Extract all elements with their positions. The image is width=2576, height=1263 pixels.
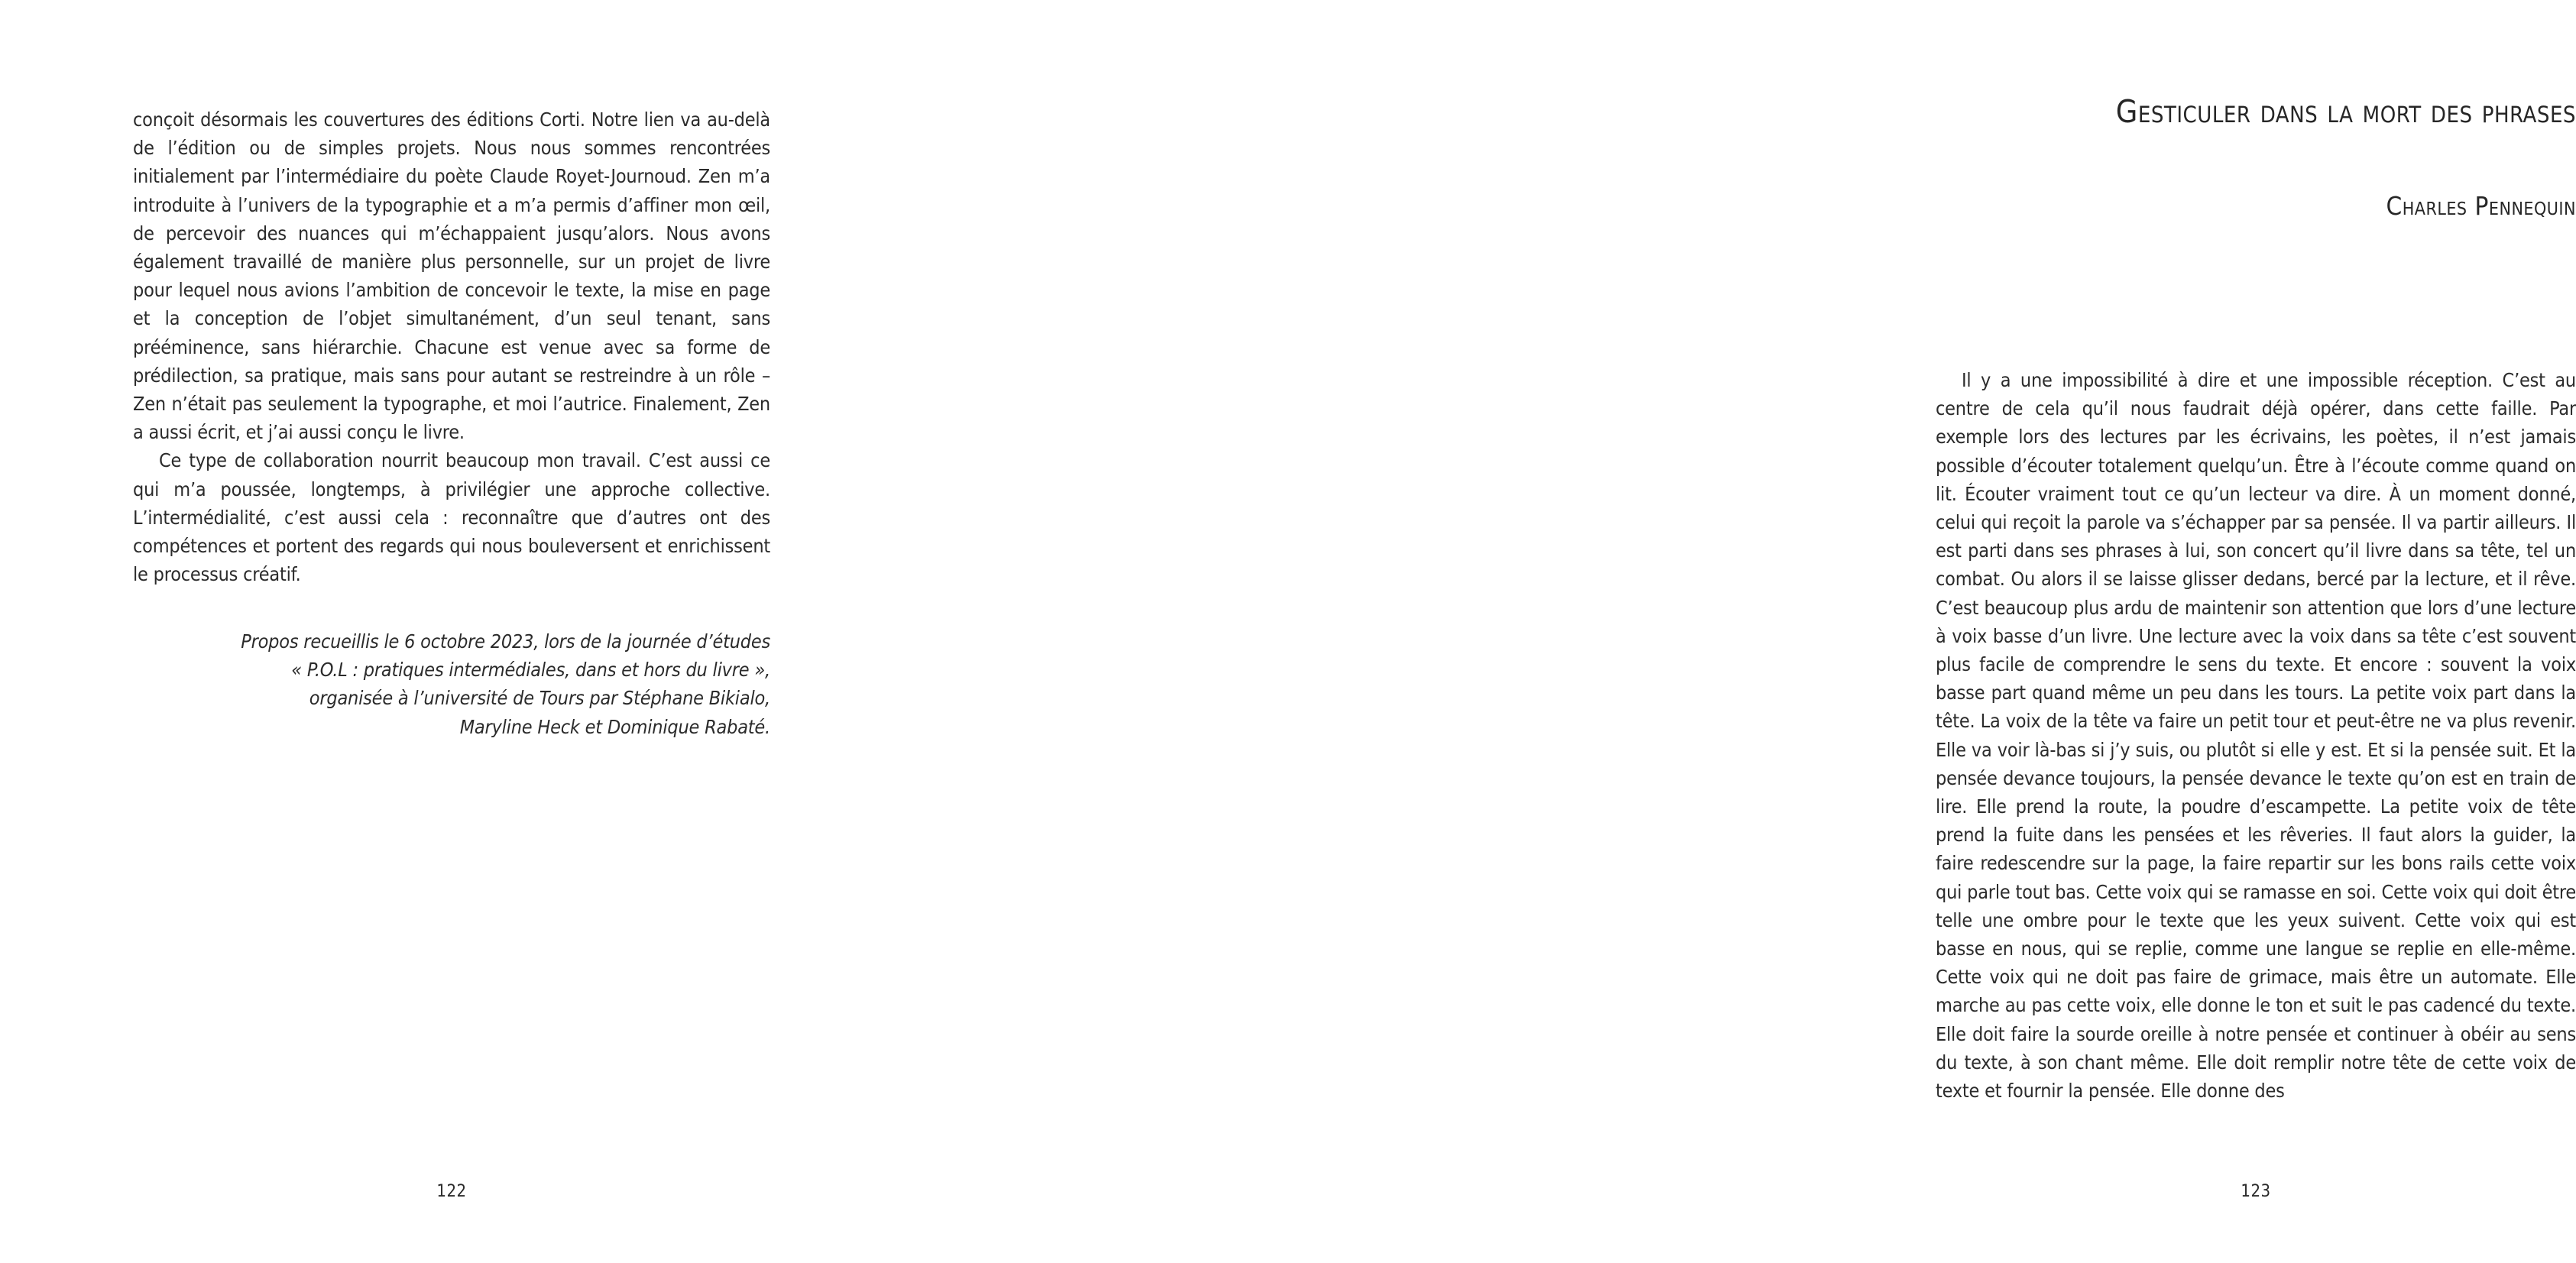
paragraph-continuation: conçoit désormais les couvertures des éditions Corti. Notre lien va au-delà de l’édition ou de simples projets. Nous nous sommes rencontrées initialement par l’intermédiaire du poète Claude Royet-Journoud. Zen m’a introduite à l’univers de la typographie et a m’a permis d’affiner mon œil, de percevoir des nuances qui m’échappaient jusqu’alors. Nous avons également travaillé de manière plus personnelle, sur un projet de livre pour lequel nous avions l’ambition de concevoir le texte, la mise en page et la conception de l’objet simultanément, d’un seul tenant, sans prééminence, sans hiérarchie. Chacune est venue avec sa forme de prédilection, sa pratique, mais sans pour autant se restreindre à un rôle – Zen n’était pas seulement la typographe, et moi l’autrice. Finalement, Zen a aussi écrit, et j’ai aussi conçu le livre. xyxy=(133,108,770,444)
left-body-text xyxy=(133,105,770,588)
attribution-line: organisée à l’université de Tours par Stéphane Bikialo, xyxy=(309,687,770,710)
attribution-line: Maryline Heck et Dominique Rabaté. xyxy=(459,715,770,738)
page-left xyxy=(0,0,902,1263)
paragraph: Il y a une impossibilité à dire et une impossible réception. C’est au centre de cela qu’il nous faudrait déjà opérer, dans cette faille. Par exemple lors des lectures par les écrivains, les poètes, il n’est jamais possible d’écouter totalement quelqu’un. Être à l’écoute comme quand on lit. Écouter vraiment tout ce qu’un lecteur va dire. À un moment donné, celui qui reçoit la parole va s’échapper par sa pensée. Il va partir ailleurs. Il est parti dans ses phrases à lui, son concert qu’il livre dans sa tête, tel un combat. Ou alors il se laisse glisser dedans, bercé par la lecture, et il rêve. C’est beaucoup plus ardu de maintenir son attention que lors d’une lecture à voix basse d’un livre. Une lecture avec la voix dans sa tête c’est souvent plus facile de comprendre le sens du texte. Et encore : souvent la voix basse part quand même un peu dans les tours. La petite voix part dans la tête. La voix de la tête va faire un petit tour et peut-être ne va plus revenir. Elle va voir là-bas si j’y suis, ou plutôt si elle y est. Et si la pensée suit. Et la pensée devance toujours, la pensée devance le texte qu’on est en train de lire. Elle prend la route, la poudre d’escampette. La petite voix de tête prend la fuite dans les pensées et les rêveries. Il faut alors la guider, la faire redescendre sur la page, la faire repartir sur les bons rails cette voix qui parle tout bas. Cette voix qui se ramasse en soi. Cette voix qui doit être telle une ombre pour le texte que les yeux suivent. Cette voix qui est basse en nous, qui se replie, comme une langue se replie en elle-même. Cette voix qui ne doit pas faire de grimace, mais être un automate. Elle marche au pas cette voix, elle donne le ton et suit le pas cadencé du texte. Elle doit faire la sourde oreille à notre pensée et continuer à obéir au sens du texte, à son chant même. Elle doit remplir notre tête de cette voix de texte et fournir la pensée. Elle donne des xyxy=(1936,369,2576,1103)
page-number-left: 122 xyxy=(436,1182,467,1201)
page-right xyxy=(902,0,2576,1263)
attribution-line: Propos recueillis le 6 octobre 2023, lors de la journée d’études xyxy=(241,630,770,653)
attribution-block xyxy=(133,627,770,741)
author-name: Charles Pennequin xyxy=(2386,191,2576,221)
right-body-text xyxy=(1936,366,2576,1105)
attribution-line: « P.O.L : pratiques intermédiales, dans et hors du livre », xyxy=(291,659,770,682)
paragraph: Ce type de collaboration nourrit beaucoup mon travail. C’est aussi ce qui m’a poussée, longtemps, à privilégier une approche collective. L’intermédialité, c’est aussi cela : reconnaître que d’autres ont des compétences et portent des regards qui nous bouleversent et enrichissent le processus créatif. xyxy=(133,449,770,586)
page-number-right: 123 xyxy=(2241,1182,2271,1201)
chapter-title: Gesticuler dans la mort des phrases xyxy=(2115,93,2576,130)
